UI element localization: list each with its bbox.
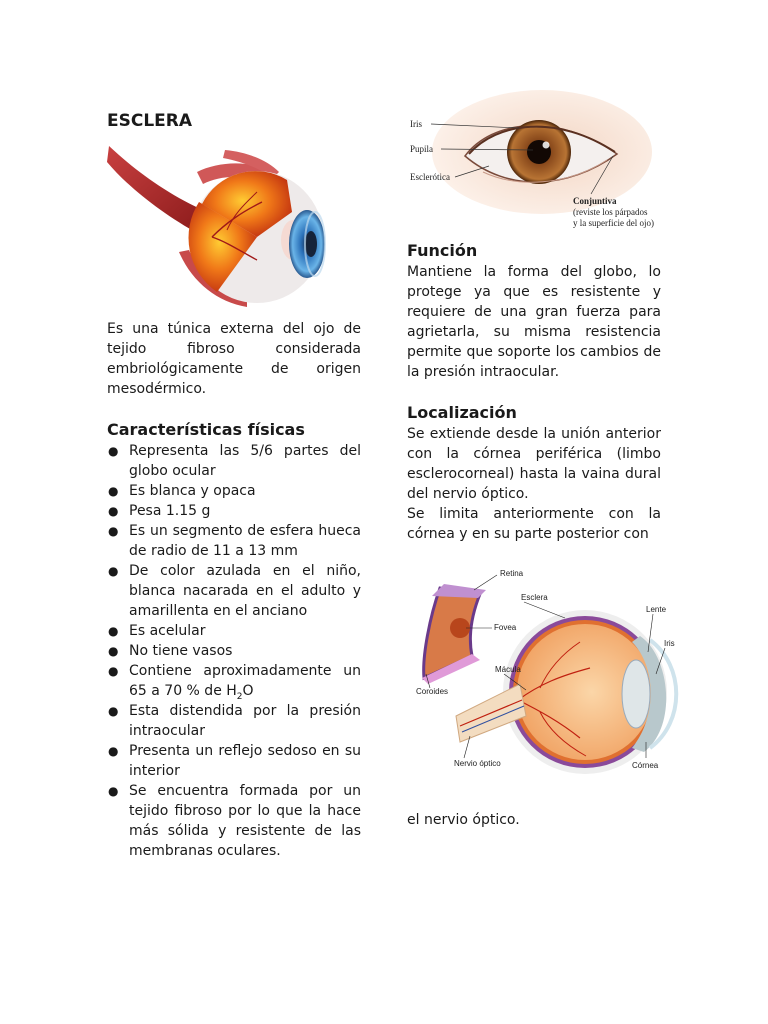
diagram-label-cornea: Córnea <box>632 761 659 770</box>
right-column <box>407 90 675 830</box>
diagram-label-esclera: Esclera <box>521 593 548 602</box>
label-conjuntiva-note2: y la superficie del ojo) <box>573 218 654 228</box>
diagram-label-coroides: Coroides <box>416 687 449 696</box>
localizacion-heading: Localización <box>407 403 517 422</box>
list-item: ● Pesa 1.15 g <box>108 503 211 519</box>
eyeball-illustration <box>107 142 361 314</box>
bullet-icon: ● <box>108 444 119 458</box>
characteristics-list <box>107 441 361 861</box>
diagram-label-lente: Lente <box>646 605 667 614</box>
diagram-label-iris: Iris <box>664 639 675 648</box>
diagram-label-fovea: Fovea <box>494 623 517 632</box>
diagram-label-nervio: Nervio óptico <box>454 759 501 768</box>
bullet-icon: ● <box>108 784 119 798</box>
bullet-icon: ● <box>108 664 119 678</box>
page-title: ESCLERA <box>107 111 193 131</box>
list-item: ● Esta distendida por la presión intraocular <box>108 703 361 739</box>
intro-paragraph: Es una túnica externa del ojo de tejido fibroso considerada embriológicamente de origen mesodérmico. <box>107 321 361 397</box>
bullet-icon: ● <box>108 564 119 578</box>
bullet-icon: ● <box>108 524 119 538</box>
localizacion-end: el nervio óptico. <box>407 812 520 828</box>
list-item: ● De color azulada en el niño, blanca nacarada en el adulto y amarillenta en el anciano <box>108 563 361 619</box>
label-conjuntiva-note1: (reviste los párpados <box>573 207 648 217</box>
label-pupila: Pupila <box>410 144 434 154</box>
left-column <box>107 108 361 861</box>
list-item: ● Es acelular <box>108 623 206 639</box>
list-item: ● Representa las 5/6 partes del globo ocular <box>108 443 361 479</box>
label-conjuntiva: Conjuntiva <box>573 196 617 206</box>
list-item: ● Es un segmento de esfera hueca de radio de 11 a 13 mm <box>108 523 361 559</box>
bullet-icon: ● <box>108 744 119 758</box>
eye-photo-figure <box>407 90 667 238</box>
list-item: ● No tiene vasos <box>108 643 233 659</box>
label-iris: Iris <box>410 119 422 129</box>
funcion-heading: Función <box>407 241 478 260</box>
characteristics-heading: Características físicas <box>107 420 305 439</box>
bullet-icon: ● <box>108 504 119 518</box>
funcion-paragraph: Mantiene la forma del globo, lo protege ya que es resistente y requiere de una gran fuerza para agrietarla, su misma resistencia permite que soporte los cambios de la presión intraocular. <box>407 264 661 380</box>
eye-cross-section-diagram <box>400 566 684 804</box>
list-item-water: ● Contiene aproximadamente un 65 a 70 % de $H_2O$ <box>108 663 361 702</box>
diagram-label-macula: Mácula <box>495 665 521 674</box>
list-item: ● Se encuentra formada por un tejido fibroso por lo que la hace más sólida y resistente de las membranas oculares. <box>108 783 361 859</box>
diagram-label-retina: Retina <box>500 569 524 578</box>
localizacion-paragraph-2: Se limita anteriormente con la córnea y en su parte posterior con <box>407 506 661 542</box>
localizacion-paragraph-1: Se extiende desde la unión anterior con la córnea periférica (limbo esclerocorneal) hasta la vaina dural del nervio óptico. <box>407 426 661 502</box>
label-esclerotica: Esclerótica <box>410 172 450 182</box>
bullet-icon: ● <box>108 644 119 658</box>
list-item: ● Presenta un reflejo sedoso en su interior <box>108 743 361 779</box>
bullet-icon: ● <box>108 704 119 718</box>
bullet-icon: ● <box>108 624 119 638</box>
bullet-icon: ● <box>108 484 119 498</box>
list-item: ● Es blanca y opaca <box>108 483 256 499</box>
